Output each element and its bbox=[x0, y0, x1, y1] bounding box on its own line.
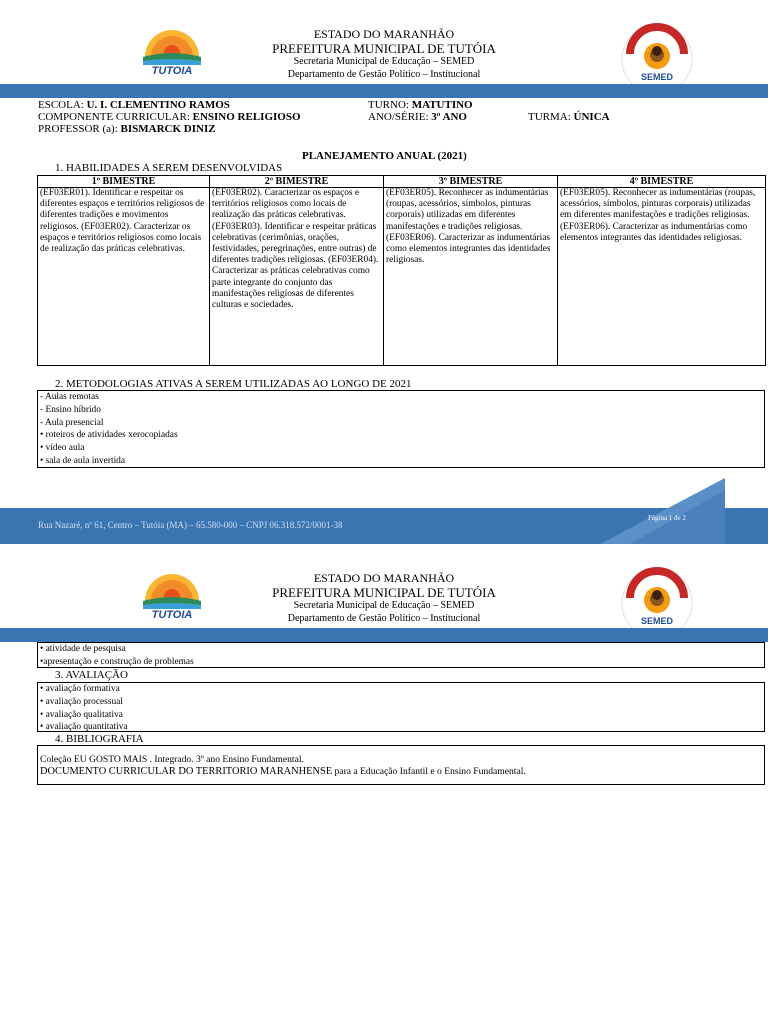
bimestre-3-text: (EF03ER05). Reconhecer as indumentárias (roupas, acessórios, símbolos, pinturas corporais) utilizadas em diferentes manifestações e tradições religiosas. (EF03ER06). Caracterizar as indumentárias como elementos integrantes das identidades religiosas. bbox=[384, 188, 558, 366]
semed-logo-text: SEMED bbox=[640, 616, 674, 626]
section-bibliografia: 4. BIBLIOGRAFIA bbox=[55, 733, 144, 745]
plan-title: PLANEJAMENTO ANUAL (2021) bbox=[302, 150, 467, 162]
page-number: Página 1 de 2 bbox=[648, 514, 686, 522]
turma-label: TURMA: bbox=[528, 111, 571, 123]
prefeitura-title: PREFEITURA MUNICIPAL DE TUTÓIA bbox=[272, 41, 496, 56]
ano-label: ANO/SÉRIE: bbox=[368, 111, 429, 123]
turma-value: ÚNICA bbox=[573, 111, 610, 123]
bibliografia-title: DOCUMENTO CURRICULAR DO TERRITORIO MARANHENSE bbox=[40, 766, 333, 777]
bimestre-4-text: (EF03ER05). Reconhecer as indumentárias (roupas, acessórios, símbolos, pinturas corporais) utilizadas em diferentes manifestações e tradições religiosas. (EF03ER06). Caracterizar as indumentárias como elementos integrantes das identidades religiosas. bbox=[558, 188, 766, 366]
list-item: • sala de aula invertida bbox=[40, 455, 126, 466]
bibliografia-box bbox=[37, 745, 765, 785]
bimestre-3-heading: 3º BIMESTRE bbox=[384, 176, 558, 188]
turno-label: TURNO: bbox=[368, 99, 409, 111]
prefeitura-title: PREFEITURA MUNICIPAL DE TUTÓIA bbox=[272, 585, 496, 600]
list-item: • avaliação formativa bbox=[40, 684, 120, 694]
table-row bbox=[38, 188, 766, 366]
section-avaliacao: 3. AVALIAÇÃO bbox=[55, 669, 128, 681]
header-band bbox=[0, 84, 768, 98]
secretaria-line: Secretaria Municipal de Educação – SEMED bbox=[293, 56, 475, 67]
escola-value: U. I. CLEMENTINO RAMOS bbox=[86, 99, 230, 111]
professor-field bbox=[38, 123, 216, 135]
list-item: - Ensino híbrido bbox=[40, 404, 101, 415]
state-title: ESTADO DO MARANHÃO bbox=[313, 571, 455, 585]
departamento-line: Departamento de Gestão Político – Institucional bbox=[287, 69, 481, 80]
list-item: - Aulas remotas bbox=[40, 392, 99, 402]
escola-field bbox=[38, 99, 230, 111]
componente-value: ENSINO RELIGIOSO bbox=[192, 111, 301, 123]
avaliacao-box bbox=[37, 682, 765, 732]
tutoia-logo-text: TUTOIA bbox=[151, 609, 193, 619]
turno-value: MATUTINO bbox=[411, 99, 473, 111]
section-habilidades: 1. HABILIDADES A SEREM DESENVOLVIDAS bbox=[55, 162, 283, 174]
componente-label: COMPONENTE CURRICULAR: bbox=[38, 111, 190, 123]
list-item: • atividade de pesquisa bbox=[40, 644, 126, 654]
metodologias-box-page-2 bbox=[37, 642, 765, 668]
bimestre-1-heading: 1º BIMESTRE bbox=[38, 176, 210, 188]
bibliografia-rest: para a Educação Infantil e o Ensino Fundamental. bbox=[332, 766, 526, 777]
list-item: • avaliação quantitativa bbox=[40, 722, 128, 733]
section-metodologias: 2. METODOLOGIAS ATIVAS A SEREM UTILIZADAS AO LONGO DE 2021 bbox=[55, 378, 412, 390]
list-item: - Aula presencial bbox=[40, 417, 104, 428]
secretaria-line: Secretaria Municipal de Educação – SEMED bbox=[293, 600, 475, 611]
bimestre-1-text: (EF03ER01). Identificar e respeitar os diferentes espaços e territórios religiosos de diferentes tradições e movimentos religiosos. (EF03ER02). Caracterizar os espaços e territórios religiosos como locais de realização das práticas celebrativas. bbox=[38, 188, 210, 366]
bimestre-2-text: (EF03ER02). Caracterizar os espaços e territórios religiosos como locais de realização das práticas celebrativas. (EF03ER03). Identificar e respeitar práticas celebrativas (cerimônias, orações, festividades, peregrinações, entre outras) de diferentes tradições religiosas. (EF03ER04). Caracterizar as práticas celebrativas como parte integrante do conjunto das manifestações religiosas de diferentes culturas e sociedades. bbox=[210, 188, 384, 366]
tutoia-logo-text: TUTOIA bbox=[151, 65, 193, 75]
bimestre-4-heading: 4º BIMESTRE bbox=[558, 176, 766, 188]
list-item: • avaliação qualitativa bbox=[40, 709, 123, 720]
table-header-row bbox=[38, 176, 766, 188]
list-item: • roteiros de atividades xerocopiadas bbox=[40, 430, 178, 441]
escola-label: ESCOLA: bbox=[38, 99, 84, 111]
ano-field bbox=[368, 111, 467, 123]
habilidades-table bbox=[37, 175, 766, 366]
bibliografia-line-1: Coleção EU GOSTO MAIS . Integrado. 3º ano Ensino Fundamental. bbox=[40, 754, 304, 765]
list-item: •apresentação e construção de problemas bbox=[40, 656, 194, 667]
list-item: • vídeo aula bbox=[40, 443, 85, 454]
metodologias-box-page-1 bbox=[37, 390, 765, 468]
footer-decoration-icon bbox=[600, 478, 728, 544]
professor-value: BISMARCK DINIZ bbox=[120, 123, 216, 135]
departamento-line: Departamento de Gestão Político – Institucional bbox=[287, 613, 481, 624]
header-band bbox=[0, 628, 768, 642]
bimestre-2-heading: 2º BIMESTRE bbox=[210, 176, 384, 188]
professor-label: PROFESSOR (a): bbox=[38, 123, 118, 135]
ano-value: 3º ANO bbox=[431, 111, 467, 123]
bibliografia-line-2 bbox=[40, 766, 764, 778]
footer-address: Rua Nazaré, nº 61, Centro – Tutóia (MA) – 65.580-000 – CNPJ 06.318.572/0001-38 bbox=[38, 520, 343, 530]
semed-logo-text: SEMED bbox=[640, 72, 674, 82]
list-item: • avaliação processual bbox=[40, 696, 123, 707]
turno-field bbox=[368, 99, 473, 111]
state-title: ESTADO DO MARANHÃO bbox=[313, 27, 455, 41]
componente-field bbox=[38, 111, 301, 123]
turma-field bbox=[528, 111, 610, 123]
